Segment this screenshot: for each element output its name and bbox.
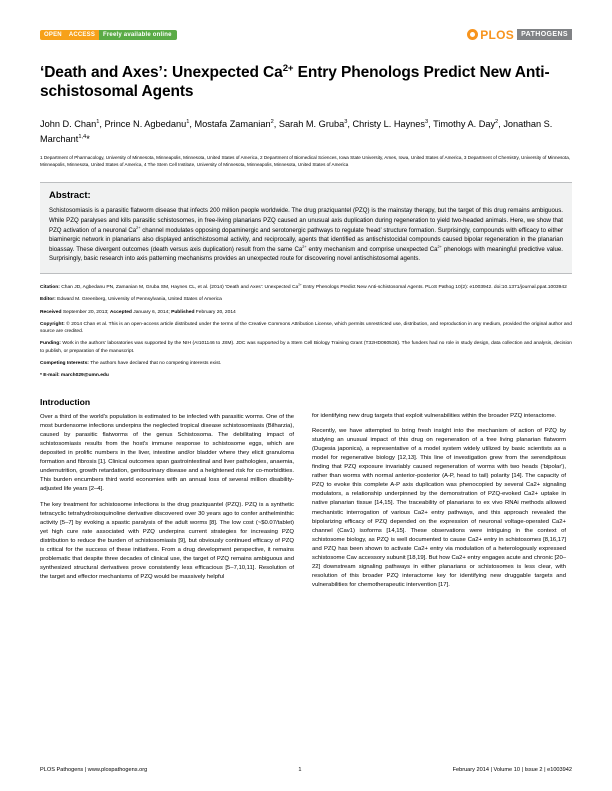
plos-circle-icon bbox=[467, 29, 478, 40]
editor-line: Editor: Edward M. Greenberg, University of Pennsylvania, United States of America bbox=[40, 297, 222, 303]
paragraph: Recently, we have attempted to bring fresh insight into the mechanism of action of PZQ by studying an unusual impact of this drug on regeneration of a free living planarian flatworm (Dugesia japonica), a representative of a model system widely utilized by basic scientists as a model for regenerative biology [12,13]. This line of investigation grew from the serendipitous finding that PZQ exposure invariably caused regeneration of worms with two heads ('bipolar'), rather than worms with normal anterior-posterior (A-P, head to tail) polarity [14]. The capacity of PZQ to evoke this complete A-P axis duplication was phenocopied by several Ca2+ signaling modulators, a relationship underpinned by the demonstration of PZQ-evoked Ca2+ uptake in native planarian tissue [14,15]. The traceability of planarians to ex vivo RNAi methods allowed mechanistic interrogation of various Ca2+ entry pathways, and this approach revealed the bipolarizing efficacy of PZQ depended on the expression of neuronal voltage-operated Ca2+ channel (Cav1) isoforms [14,15]. These observations were intriguing in the context of schistosome biology, as PZQ is well documented to cause Ca2+ entry in schistosomes [8,16,17] and PZQ has been shown to activate Ca2+ entry via modulation of a heterologously expressed schistosome Cav accessory subunit [18,19]. But how Ca2+ entry engages acute and chronic [20–22] downstream signaling pathways in either planarians or schistosomes is less clear, with resolution of this broader PZQ interactome key for identifying new druggable targets and vulnerabilities for chemotherapeutic intervention [17]. bbox=[312, 427, 566, 589]
right-column bbox=[312, 398, 566, 591]
citation-line: Citation: Chan JD, Agbedanu PN, Zamanian M, Gruba SM, Haynes CL, et al. (2014) ‘Death and Axes’: Unexpected $Ca^{2+}$ Entry Phenologs Predict New Anti-schistosomal Agents. PLoS Pathog 10(2): e1003942. doi:10.1371/journal.ppat.1003942 bbox=[40, 282, 567, 290]
dates-line: Received September 20, 2013; Accepted January 6, 2014; Published February 20, 2014 bbox=[40, 309, 236, 315]
article-metadata bbox=[40, 284, 572, 380]
plos-logo-text: PLOS bbox=[480, 27, 515, 42]
body-columns bbox=[40, 398, 572, 591]
open-access-badge[interactable] bbox=[40, 28, 177, 41]
funding-line: Funding: Work in the authors’ laboratories was supported by the NIH (AI101146 to JSM). JDC was supported by a Stem Cell Biology Training Grant (T32HD060536). The funders had no role in study design, data collection and analysis, decision to publish, or preparation of the manuscript. bbox=[40, 341, 572, 354]
section-heading-introduction: Introduction bbox=[40, 396, 91, 407]
copyright-line: Copyright: © 2014 Chan et al. This is an open-access article distributed under the terms of the Creative Commons Attribution License, which permits unrestricted use, distribution, and reproduction in any medium, provided the original author and source are credited. bbox=[40, 321, 572, 335]
competing-interests-line: Competing Interests: The authors have declared that no competing interests exist. bbox=[40, 361, 222, 367]
footer-issue: February 2014 | Volume 10 | Issue 2 | e1003942 bbox=[452, 767, 572, 773]
footer-page-number: 1 bbox=[298, 767, 302, 773]
page-header-banner bbox=[40, 26, 572, 43]
left-column bbox=[40, 398, 294, 591]
paragraph: The key treatment for schistosome infections is the drug praziquantel (PZQ). PZQ is a synthetic tetracyclic tetrahydroisoquinoline derivative discovered over 30 years ago to confer anthelminthic activity [5–7] by evoking a spastic paralysis of the adult worms [8]. The low cost (~$0.07/tablet) yet high cure rate associated with PZQ underpins current strategies for increasing PZQ distribution to reduce the burden of schistosomiasis [9], but obviously continued efficacy of PZQ is critical for the success of these initiatives. From a drug development perspective, it remains problematic that despite three decades of clinical use, the target of PZQ remains ambiguous and synthesized structural derivatives prove consistently less efficacious [5–7,10,11]. Resolution of the target and effector mechanisms of PZQ would be massively helpful bbox=[40, 501, 294, 581]
affiliations: 1 Department of Pharmacology, University of Minnesota, Minneapolis, Minnesota, United States of America, 2 Department of Biomedical Sciences, Iowa State University, Ames, Iowa, United States of America, 3 Department of Chemistry, University of Minnesota, Minneapolis, Minnesota, United States of America, 4 The Stem Cell Institute, University of Minnesota, Minneapolis, Minnesota, United States of America bbox=[40, 155, 571, 168]
abstract-text: Schistosomiasis is a parasitic flatworm disease that infects 200 million people worldwide. The drug praziquantel (PZQ) is the mainstay therapy, but the target of this drug remains ambiguous. While PZQ paralyses and kills parasitic schistosomes, in free-living planarians PZQ caused an unusual axis duplication during regeneration to yield two-headed animals. Here, we show that PZQ activation of a neuronal $Ca^{2+}$ channel modulates opposing dopaminergic and serotonergic pathways to regulate ‘head’ structure formation. Surprisingly, compounds with efficacy to either biaminergic network in planarians also displayed antischistosomal activity, and reciprocally, agents that identified as antischistocidal compounds caused bipolar regeneration in the planarian bioassay. These divergent outcomes (death versus axis duplication) result from the same $Ca^{2+}$ entry mechanism and comprise unexpected $Ca^{2+}$ phenologs with meaningful predictive value. Surprisingly, basic research into axis patterning mechanisms provides an unexpected route for discovering novel antischistosomal agents. bbox=[49, 207, 563, 263]
abstract-section bbox=[40, 182, 572, 274]
author-list: John D. Chan$^1$, Prince N. Agbedanu$^1$, Mostafa Zamanian$^2$, Sarah M. Gruba$^3$, Christy L. Haynes$^3$, Timothy A. Day$^2$, Jonathan S. Marchant$^{1,4}$* bbox=[40, 118, 553, 144]
plos-journal-name: PATHOGENS bbox=[517, 29, 572, 40]
open-access-label: OPEN bbox=[40, 30, 66, 40]
corresponding-email[interactable]: * E-mail: march029@umn.edu bbox=[40, 373, 109, 379]
freely-available-label: Freely available online bbox=[99, 30, 177, 40]
abstract-heading: Abstract: bbox=[49, 190, 91, 202]
column-top-spacer bbox=[312, 398, 566, 412]
page-title: ‘Death and Axes’: Unexpected $Ca^{2+}$ Entry Phenologs Predict New Anti-schistosomal Agents bbox=[40, 62, 550, 100]
plos-logo[interactable] bbox=[467, 28, 572, 42]
paragraph: Over a third of the world's population is estimated to be infected with parasitic worms. One of the most burdensome infections underpins the neglected tropical disease schistosomiasis (Bilharzia), caused by parasitic flatworms of the genus Schistosoma. The debilitating impact of schistosomiasis results from the host's immune response to schistosome eggs, which are deposited in prolific numbers in the liver, intestine and/or bladder where they elicit granuloma formation and fibrosis [1]. Clinical outcomes span gastrointestinal and liver pathologies, anaemia, undernutrition, growth retardation, genitourinary disease and a heightened risk for co-morbidities. This burden encumbers third world economies with an annual loss of several million disability-adjusted life years [2–4]. bbox=[40, 413, 294, 493]
page-footer bbox=[40, 767, 572, 773]
footer-journal[interactable]: PLOS Pathogens | www.plospathogens.org bbox=[40, 767, 148, 773]
plos-wordmark bbox=[467, 28, 514, 42]
open-access-label-2: ACCESS bbox=[65, 30, 99, 40]
paragraph: for identifying new drug targets that exploit vulnerabilities within the broader PZQ interactome. bbox=[312, 412, 557, 419]
